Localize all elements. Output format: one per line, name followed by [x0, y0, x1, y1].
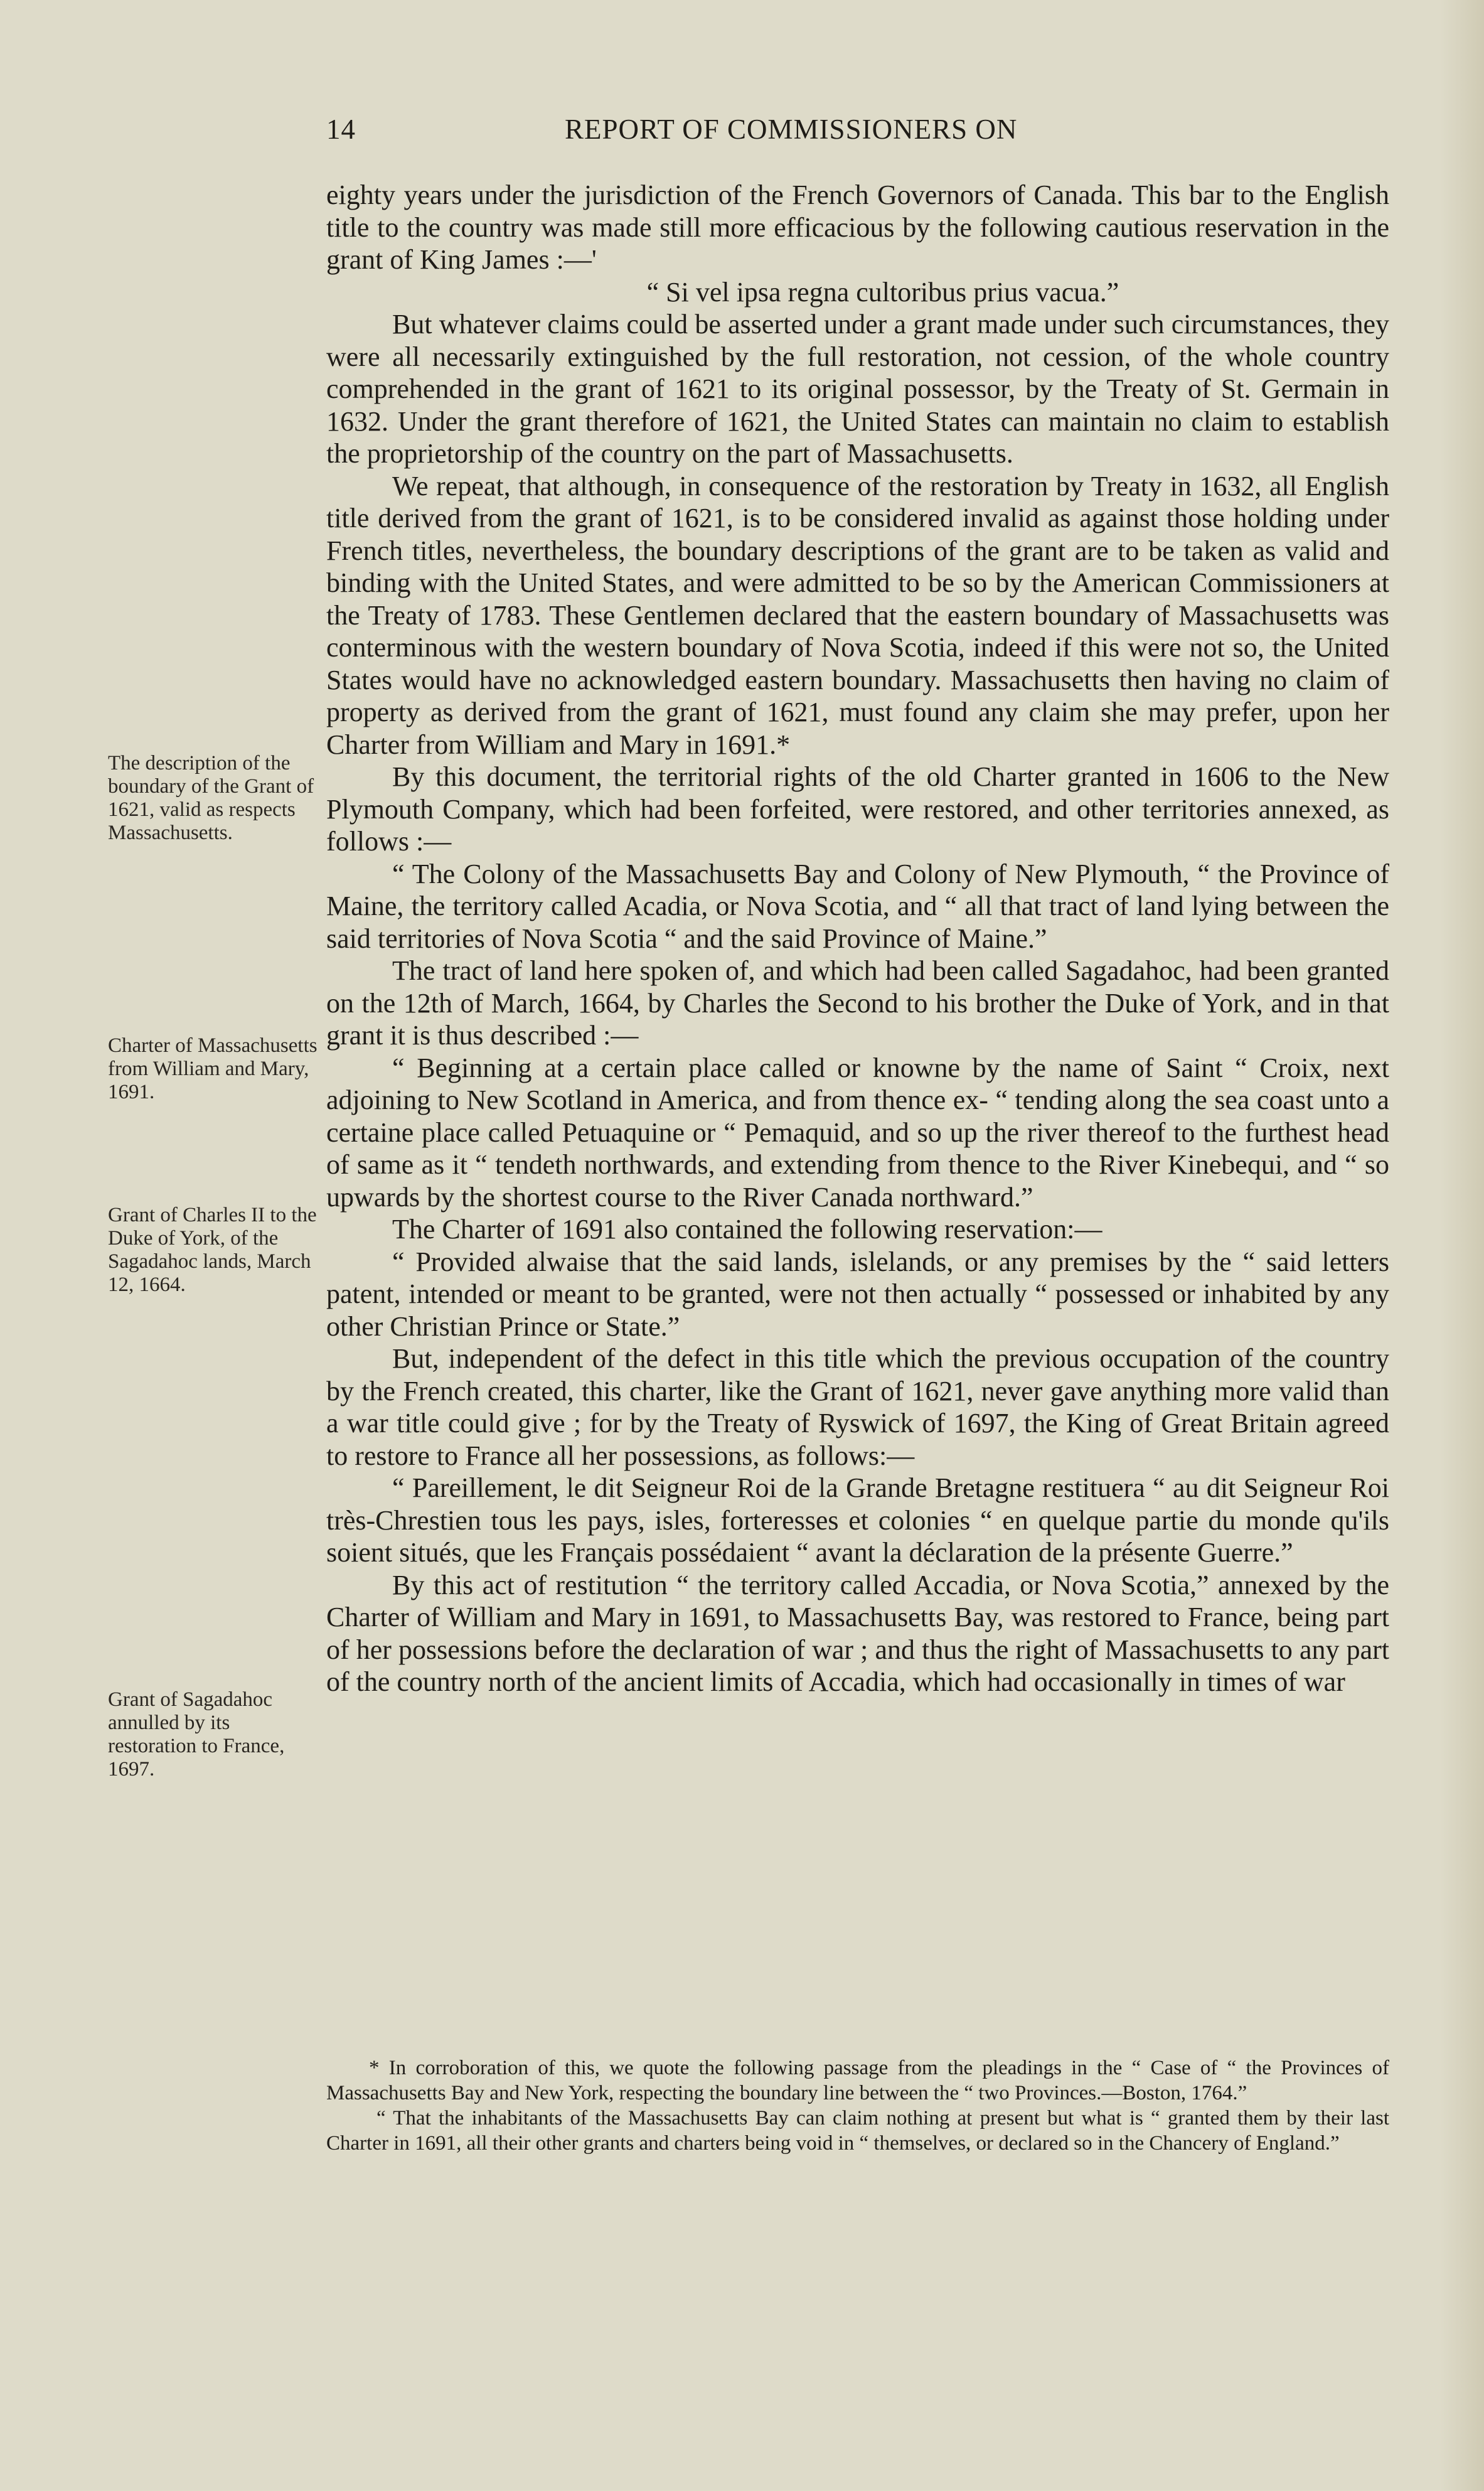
- running-header: [326, 107, 1389, 157]
- footnote-continuation: “ That the inhabitants of the Massachusetts Bay can claim nothing at present but what is “ granted them by their last Charter in 1691, all their other grants and charters being void in “ themselves, or declared so in the Chancery of England.”: [326, 2107, 1389, 2155]
- quotation-reservation: “ Provided alwaise that the said lands, islelands, or any premises by the “ said letters patent, intended or meant to be granted, were not then actually “ possessed or inhabited by any other Christian Prince or State.”: [326, 1246, 1389, 1342]
- paragraph: The Charter of 1691 also contained the following reservation:—: [392, 1214, 1102, 1245]
- sidenote-charter-1691: [108, 1034, 318, 1104]
- paragraph: But whatever claims could be asserted under a grant made under such circumstances, they were all necessarily extinguished by the full restoration, not cession, of the whole country comprehended in the grant of 1621 to its original possessor, by the Treaty of St. Germain in 1632. Under the grant therefore of 1621, the United States can maintain no claim to establish the proprietorship of the country on the part of Massachusetts.: [326, 309, 1389, 469]
- quotation-charter: “ The Colony of the Massachusetts Bay and Colony of New Plymouth, “ the Province of Maine, the territory called Acadia, or Nova Scotia, and “ all that tract of land lying between the said territories of Nova Scotia “ and the said Province of Maine.”: [326, 858, 1389, 954]
- sidenote-grant-1621: [108, 752, 318, 845]
- latin-quotation: “ Si vel ipsa regna cultoribus prius vacua.”: [646, 276, 1119, 308]
- paragraph: But, independent of the defect in this title which the previous occupation of the country by the French created, this charter, like the Grant of 1621, never gave anything more valid than a war title could give ; for by the Treaty of Ryswick of 1697, the King of Great Britain agreed to restore to France all her possessions, as follows:—: [326, 1343, 1389, 1471]
- footnote: * In corroboration of this, we quote the following passage from the pleadings in the “ Case of “ the Provinces of Massachusetts Bay and New York, respecting the boundary line between the “ two Provinces.—Boston, 1764.”: [326, 2057, 1389, 2104]
- paragraph: By this act of restitution “ the territory called Accadia, or Nova Scotia,” annexed by the Charter of William and Mary in 1691, to Massachusetts Bay, was restored to France, being part of her possessions before the declaration of war ; and thus the right of Massachusetts to any part of the country north of the ancient limits of Accadia, which had occasionally in times of war: [326, 1569, 1389, 1697]
- quotation-grant-description: “ Beginning at a certain place called or knowne by the name of Saint “ Croix, next adjoining to New Scotland in America, and from thence ex- “ tending along the sea coast unto a certaine place called Petuaquine or “ Pemaquid, and so up the river thereof to the furthest head of same as it “ tendeth northwards, and extending from thence to the River Kinebequi, and “ so upwards by the shortest course to the River Canada northward.”: [326, 1052, 1389, 1213]
- page-number: 14: [326, 114, 356, 145]
- page-edge-shadow: [1440, 0, 1484, 2491]
- main-text: [326, 179, 1389, 1698]
- sidenote-sagadahoc-annulled: [108, 1688, 318, 1781]
- footnotes: [326, 2055, 1389, 2156]
- running-title: REPORT OF COMMISSIONERS ON: [565, 114, 1018, 145]
- paragraph: eighty years under the jurisdiction of the French Governors of Canada. This bar to the English title to the country was made still more efficacious by the following cautious reservation in the grant of King James :—': [326, 179, 1389, 275]
- paragraph: We repeat, that although, in consequence of the restoration by Treaty in 1632, all English title derived from the grant of 1621, is to be considered invalid as against those holding under French titles, nevertheless, the boundary descriptions of the grant are to be taken as valid and binding with the United States, and were admitted to be so by the American Commissioners at the Treaty of 1783. These Gentlemen declared that the eastern boundary of Massachusetts was conterminous with the western boundary of Nova Scotia, indeed if this were not so, the United States would have no acknowledged eastern boundary. Massachusetts then having no claim of property as derived from the grant of 1621, must found any claim she may prefer, upon her Charter from William and Mary in 1691.*: [326, 470, 1389, 760]
- quotation-treaty-ryswick: “ Pareillement, le dit Seigneur Roi de la Grande Bretagne restituera “ au dit Seigneur Roi très-Chrestien tous les pays, isles, forteresses et colonies “ en quelque partie du monde qu'ils soient situés, que les Français possédaient “ avant la déclaration de la présente Guerre.”: [326, 1472, 1389, 1568]
- sidenote-text: Charter of Massachusetts from William and Mary, 1691.: [108, 1034, 318, 1103]
- sidenote-text: Grant of Charles II to the Duke of York, of the Sagadahoc lands, March 12, 1664.: [108, 1204, 317, 1296]
- sidenote-text: The description of the boundary of the Grant of 1621, valid as respects Massachusetts.: [108, 752, 314, 844]
- sidenote-grant-charles-ii: [108, 1204, 318, 1297]
- paragraph: By this document, the territorial rights of the old Charter granted in 1606 to the New Plymouth Company, which had been forfeited, were restored, and other territories annexed, as follows :—: [326, 761, 1389, 857]
- paragraph: The tract of land here spoken of, and which had been called Sagadahoc, had been granted on the 12th of March, 1664, by Charles the Second to his brother the Duke of York, and in that grant it is thus described :—: [326, 955, 1389, 1051]
- sidenote-text: Grant of Sagadahoc annulled by its restoration to France, 1697.: [108, 1688, 285, 1781]
